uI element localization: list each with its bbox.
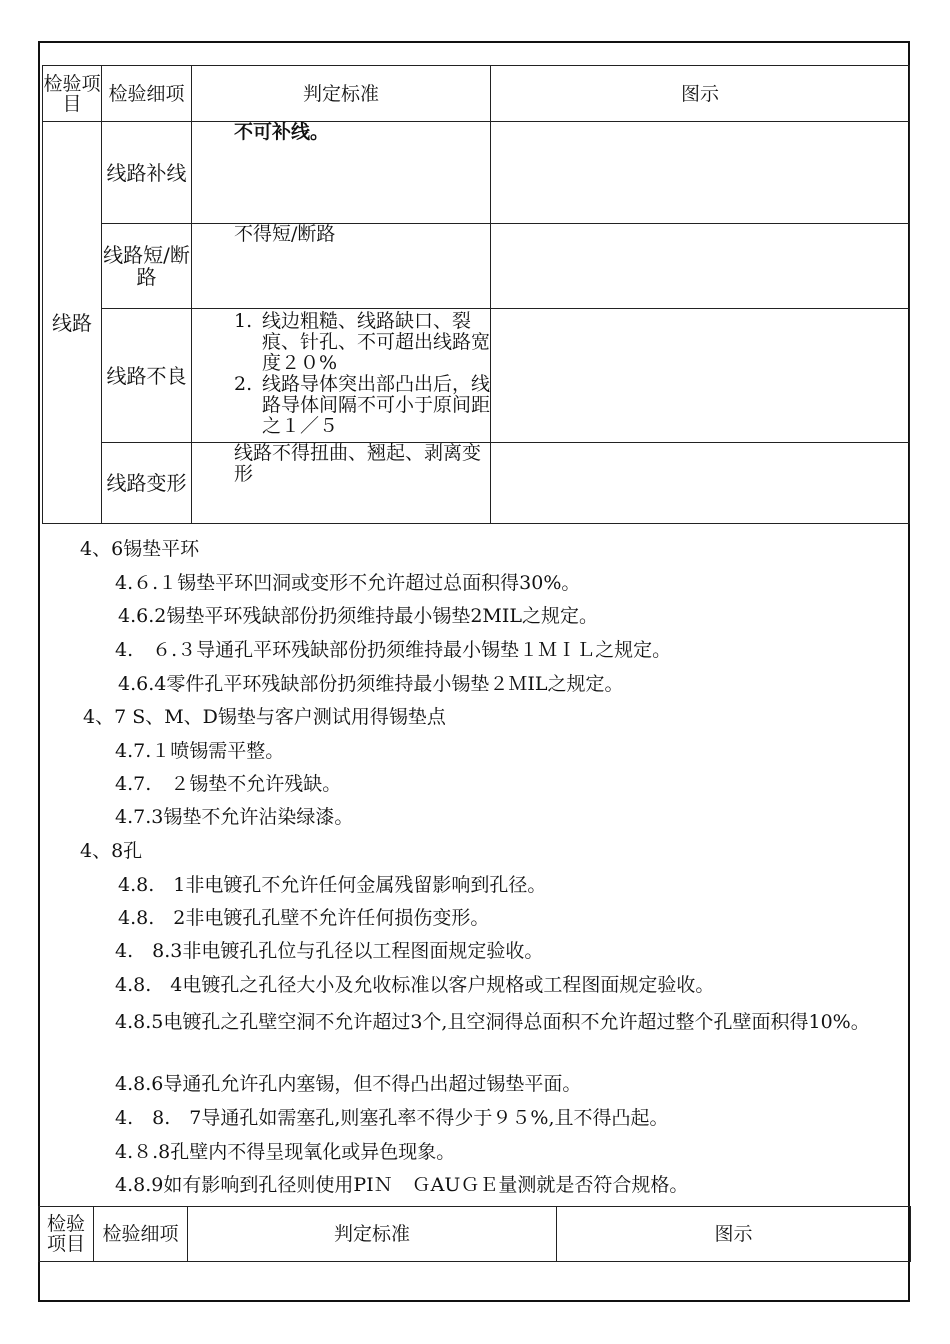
body-line: 4.6.4零件孔平环残缺部份扔须维持最小锡垫２ＭIL之规定。 (118, 673, 624, 695)
illustration-cell (491, 443, 910, 524)
body-line: 4.8. 4电镀孔之孔径大小及允收标准以客户规格或工程图面规定验收。 (115, 974, 715, 996)
body-line: 4. 8. 7导通孔如需塞孔,则塞孔率不得少于９５%,且不得凸起。 (115, 1107, 669, 1129)
list-number: 2. (234, 373, 253, 395)
detail-cell: 线路补线 (102, 122, 192, 224)
illustration-cell (491, 309, 910, 443)
header-inspection-item: 检验项目 (43, 66, 102, 122)
body-line: 4.7. ２锡垫不允许残缺。 (115, 773, 342, 795)
criteria-cell: 不可补线。 (192, 122, 491, 224)
criteria-cell: 不得短/断路 (192, 224, 491, 309)
body-line: 4.8.6导通孔允许孔内塞锡，但不得凸出超过锡垫平面。 (115, 1073, 582, 1095)
illustration-cell (491, 224, 910, 309)
header-inspection-detail: 检验细项 (94, 1207, 188, 1262)
header-criteria: 判定标准 (188, 1207, 557, 1262)
illustration-cell (491, 122, 910, 224)
criteria-cell: 线路不得扭曲、翘起、剥离变形 (192, 443, 491, 524)
inspection-table-bottom (38, 1206, 911, 1262)
criteria-list (234, 311, 490, 437)
body-line: 4.8. 1非电镀孔不允许任何金属残留影响到孔径。 (118, 874, 547, 896)
list-number: 1. (234, 310, 253, 332)
body-line: 4. ６.３导通孔平环残缺部份扔须维持最小锡垫１ＭＩＬ之规定。 (115, 639, 672, 661)
list-text: 线路导体突出部凸出后，线路导体间隔不可小于原间距之１／５ (262, 373, 491, 437)
inspection-table-top (42, 65, 910, 524)
header-inspection-item: 检验项目 (39, 1207, 94, 1262)
detail-cell: 线路短/断路 (102, 224, 192, 309)
category-cell: 线路 (43, 122, 102, 524)
section-heading: 4、6锡垫平环 (80, 538, 200, 560)
body-line: 4. 8.3非电镀孔孔位与孔径以工程图面规定验收。 (115, 940, 544, 962)
header-inspection-detail: 检验细项 (102, 66, 192, 122)
body-line-wrapped (115, 1006, 905, 1039)
body-line: 4.8.9如有影响到孔径则使用PIＮ ＧAUＧＥ量测就是否符合规格。 (115, 1174, 689, 1196)
criteria-cell (192, 309, 491, 443)
section-heading: 4、8孔 (80, 840, 143, 862)
header-criteria: 判定标准 (192, 66, 491, 122)
body-line: 4.8. 2非电镀孔孔壁不允许任何损伤变形。 (118, 907, 490, 929)
table-row (43, 309, 910, 443)
table-row (43, 443, 910, 524)
body-line: 4.7.3锡垫不允许沾染绿漆。 (115, 806, 354, 828)
detail-cell: 线路变形 (102, 443, 192, 524)
body-line: 4.6.2锡垫平环残缺部份扔须维持最小锡垫2MIL之规定。 (118, 605, 599, 627)
body-line: 4.６.１锡垫平环凹洞或变形不允许超过总面积得30%。 (115, 572, 581, 594)
body-line: 4.7.１喷锡需平整。 (115, 740, 285, 762)
table-header-row (39, 1207, 911, 1262)
list-text: 线边粗糙、线路缺口、裂痕、针孔、不可超出线路宽度２０% (262, 310, 491, 374)
table-row (43, 224, 910, 309)
table-header-row (43, 66, 910, 122)
criteria-list-item (234, 311, 490, 374)
section-heading: 4、7 S、M、D锡垫与客户测试用得锡垫点 (83, 706, 446, 728)
body-line: 4.8.5电镀孔之孔壁空洞不允许超过3个,且空洞得总面积不允许超过整个孔壁面积得10%。 (115, 1011, 870, 1033)
header-illustration: 图示 (491, 66, 910, 122)
header-illustration: 图示 (557, 1207, 911, 1262)
criteria-list-item (234, 374, 490, 437)
body-line: 4.８.8孔壁内不得呈现氧化或异色现象。 (115, 1141, 456, 1163)
table-row (43, 122, 910, 224)
detail-cell: 线路不良 (102, 309, 192, 443)
